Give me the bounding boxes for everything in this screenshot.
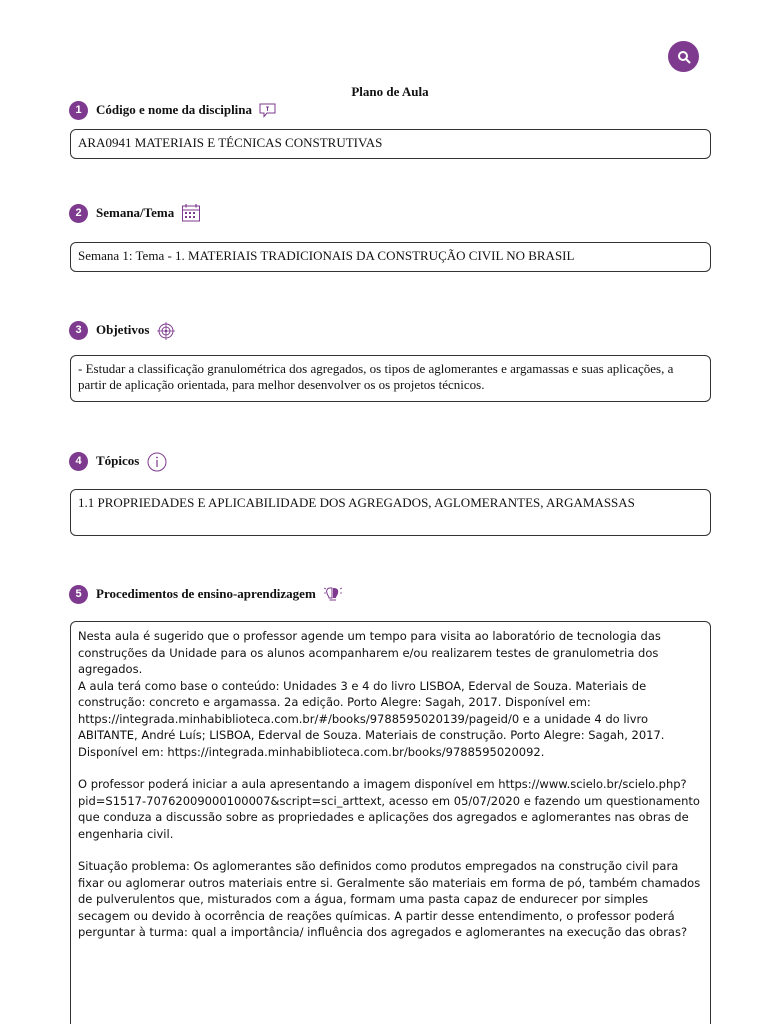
section-label: Código e nome da disciplina	[96, 102, 253, 117]
objectives-field: - Estudar a classificação granulométrica dos agregados, os tipos de aglomerantes e argamassas e suas aplicações, a partir de aplicação orientada, para melhor desenvolver os os projetos técnicos.	[70, 355, 711, 402]
section-number: 3	[69, 321, 88, 340]
discipline-field: ARA0941 MATERIAIS E TÉCNICAS CONSTRUTIVAS	[70, 129, 711, 159]
topics-field: 1.1 PROPRIEDADES E APLICABILIDADE DOS AGREGADOS, AGLOMERANTES, ARGAMASSAS	[70, 489, 711, 536]
idea-icon	[323, 584, 343, 604]
section-header-procedures	[69, 584, 343, 604]
week-theme-field: Semana 1: Tema - 1. MATERIAIS TRADICIONAIS DA CONSTRUÇÃO CIVIL NO BRASIL	[70, 242, 711, 272]
section-header-topics	[69, 451, 168, 471]
page-title: Plano de Aula	[351, 84, 429, 99]
search-icon	[677, 50, 691, 64]
info-icon	[146, 450, 168, 472]
section-header-week-theme	[69, 203, 201, 223]
speech-bubble-icon	[259, 103, 276, 118]
section-number: 1	[69, 101, 88, 120]
paragraph: Situação problema: Os aglomerantes são definidos como produtos empregados na construção civil para fixar ou aglomerar outros materiais entre si. Geralmente são materiais em forma de pó, também chamados de pulverulentos que, misturados com a água, formam uma pasta capaz de endurecer por simples secagem ou devido à ocorrência de reações químicas. A partir desse entendimento, o professor poderá perguntar à turma: qual a importância/ influência dos agregados e aglomerantes na execução das obras?	[78, 859, 701, 939]
section-header-discipline	[69, 100, 276, 120]
section-header-objectives	[69, 320, 176, 340]
section-label: Semana/Tema	[96, 205, 175, 220]
search-button[interactable]	[668, 41, 699, 72]
target-icon	[156, 320, 176, 340]
paragraph: Nesta aula é sugerido que o professor agende um tempo para visita ao laboratório de tecnologia das construções da Unidade para os alunos acompanharem e/ou realizarem testes de granulometria dos agregados.	[78, 629, 661, 676]
paragraph: A aula terá como base o conteúdo: Unidades 3 e 4 do livro LISBOA, Ederval de Souza. Materiais de construção: concreto e argamassa. 2a edição. Porto Alegre: Sagah, 2017. Disponível em: https://integrada.minhabiblioteca.com.br/#/books/9788595020139/pageid/0 e a unidade 4 do livro ABITANTE, André Luís; LISBOA, Ederval de Souza. Materiais de construção. Porto Alegre: Sagah, 2017. Disponível em: https://integrada.minhabiblioteca.com.br/books/9788595020092.	[78, 678, 665, 759]
procedures-field	[70, 621, 711, 1024]
section-number: 4	[69, 452, 88, 471]
calendar-icon	[181, 203, 201, 223]
section-number: 5	[69, 585, 88, 604]
section-number: 2	[69, 204, 88, 223]
section-label: Procedimentos de ensino-aprendizagem	[96, 586, 316, 601]
section-label: Objetivos	[96, 322, 150, 337]
section-label: Tópicos	[96, 453, 140, 468]
paragraph: O professor poderá iniciar a aula apresentando a imagem disponível em https://www.scielo.br/scielo.php?pid=S1517-70762009000100007&script=sci_arttext, acesso em 05/07/2020 e fazendo um questionamento que conduza a discussão sobre as propriedades e aplicações dos agregados e aglomerantes nas obras de engenharia civil.	[78, 777, 700, 841]
